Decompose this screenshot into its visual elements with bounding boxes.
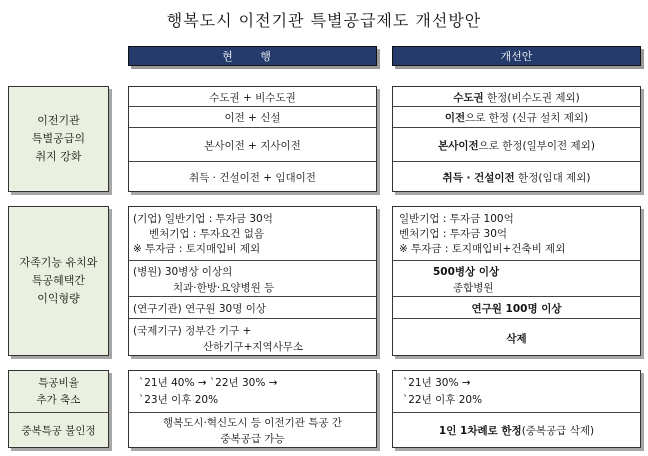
cell-text: 500병상 이상 [433,266,500,278]
section3-improved [392,370,641,448]
section1-label [8,86,109,192]
cell-text: 벤처기업 : 투자금 30억 [399,228,508,240]
cell-text: (병원) 30병상 이상의 [133,266,233,278]
label-line: 특공비율 [38,377,79,389]
label-line: 이전기관 [37,114,80,127]
label-line: 이익형량 [37,292,80,305]
cell-text: 이전으로 한정 (신규 설치 제외) [444,112,589,124]
cell-text: ※ 투자금 : 토지매입비+건축비 제외 [399,243,566,255]
section1-improved [392,86,641,192]
cell-text: `21년 30% → [403,377,471,389]
cell-text: `22년 이후 20% [403,394,483,406]
section2-label [8,206,109,356]
cell-text: 수도권 한정(비수도권 제외) [453,92,580,104]
cell-text: 1인 1차례로 한정(중복공급 삭제) [438,425,595,437]
cell-text: 수도권 + 비수도권 [209,92,296,104]
cell-text: `23년 이후 20% [139,394,219,406]
section3-label [8,370,109,448]
section2-improved [392,206,641,356]
cell-text: (국제기구) 정부간 기구 + [133,325,252,337]
label-line: 추가 축소 [36,394,81,406]
cell-text: 행복도시·혁신도시 등 이전기관 특공 간 [163,417,342,429]
cell-text: 이전 + 신설 [224,112,281,124]
label-line: 취지 강화 [35,150,82,163]
page-title: 행복도시 이전기관 특별공급제도 개선방안 [166,11,482,30]
label-line: 중복특공 불인정 [21,425,96,437]
cell-text: 삭제 [506,333,527,345]
label-line: 자족기능 유치와 [19,256,98,269]
label-line: 특공혜택간 [31,274,86,287]
cell-text: 연구원 100명 이상 [471,303,562,315]
cell-text: 일반기업 : 투자금 100억 [399,213,514,225]
cell-text: (기업) 일반기업 : 투자금 30억 [133,213,273,225]
section1-current [128,86,377,192]
cell-text: 중복공급 가능 [220,433,285,445]
cell-text: (연구기관) 연구원 30명 이상 [133,303,266,315]
cell-text: 취득 · 건설이전 + 임대이전 [189,172,316,184]
header-improved: 개선안 [392,46,641,66]
cell-text: 산하기구+지역사무소 [203,341,304,353]
cell-text: ※ 투자금 : 토지매입비 제외 [133,243,261,255]
cell-text: 본사이전 + 지사이전 [204,140,301,152]
cell-text: 치과·한방·요양병원 등 [173,282,275,294]
cell-text: 본사이전으로 한정(일부이전 제외) [438,140,595,152]
cell-text: 벤처기업 : 투자요건 없음 [149,228,264,240]
section3-current [128,370,377,448]
cell-text: `21년 40% → `22년 30% → [139,377,278,389]
cell-text: 종합병원 [453,282,494,294]
cell-text: 취득 · 건설이전 한정(임대 제외) [442,172,591,184]
header-current: 현 행 [128,46,377,66]
section2-current [128,206,377,356]
label-line: 특별공급의 [31,132,86,145]
